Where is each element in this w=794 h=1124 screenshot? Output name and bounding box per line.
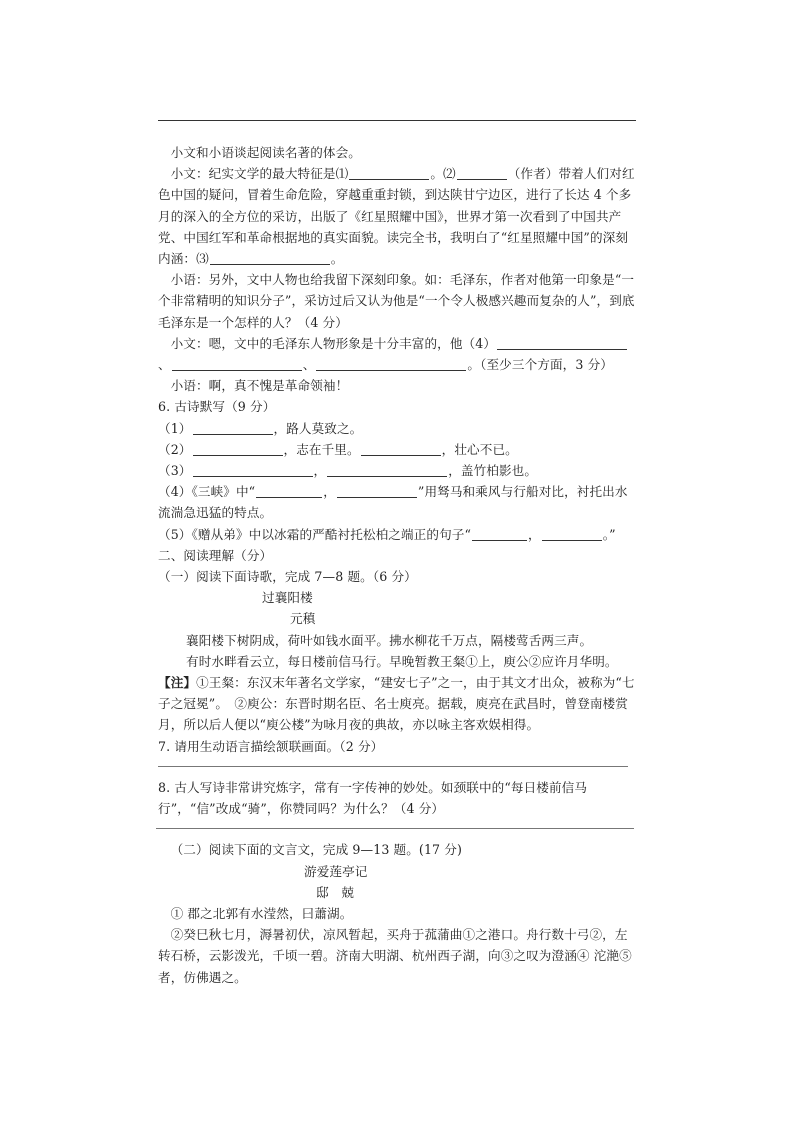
text-segment: ， <box>528 526 541 542</box>
note-label: 【注】 <box>158 675 197 691</box>
essay-title: 游爱莲亭记 <box>304 863 368 879</box>
content <box>158 142 636 988</box>
text-segment: 、 <box>302 357 316 373</box>
xiaowen-paragraph-2 <box>158 333 636 375</box>
poem-note <box>158 672 636 736</box>
poem-title: 过襄阳楼 <box>262 590 313 606</box>
q6-line-2 <box>158 439 636 460</box>
poem-blank[interactable] <box>193 441 283 456</box>
essay-paragraph-2: ②癸巳秋七月，溽暑初伏，凉风暂起，买舟于菰蒲曲①之港口。舟行数十弓②，左转石桥，云影泼光，千顷一碧。济南大明湖、杭州西子湖，向③之叹为澄涵④ 沱滟⑤者，仿佛遇之。 <box>158 927 632 985</box>
answer-line-q8[interactable] <box>156 828 634 829</box>
text-segment: ， <box>323 484 336 500</box>
xiaoyu-paragraph-1: 小语：另外，文中人物也给我留下深刻印象。如：毛泽东，作者对他第一印象是“一个非常精明的知识分子”，采访过后又认为他是“一个令人极感兴趣而复杂的人”，到底毛泽东是一个怎样的人？（4 分） <box>158 272 635 330</box>
q6-line-4 <box>158 481 636 523</box>
essay-author: 邸 兢 <box>316 884 355 900</box>
poem-blank[interactable] <box>542 526 602 541</box>
xiaowen-paragraph-1 <box>158 163 636 269</box>
q6-line-1 <box>158 418 636 439</box>
poem-blank[interactable] <box>193 462 313 477</box>
text-segment: 。 <box>330 251 344 267</box>
poem-blank[interactable] <box>256 483 322 498</box>
text-segment: （4）《三峡》中“ <box>158 484 256 500</box>
essay-paragraph-1: ① 郡之北郭有水滢然，曰蕭湖。 <box>170 905 353 921</box>
answer-blank-2[interactable] <box>457 165 507 180</box>
poem-author: 元稹 <box>290 611 316 627</box>
answer-line-q7[interactable] <box>158 766 628 767</box>
text-segment: （2） <box>158 441 192 457</box>
text-segment: ， <box>313 463 327 479</box>
section-2-title: 二、阅读理解（分） <box>158 547 273 563</box>
poem-blank[interactable] <box>193 420 273 435</box>
text-segment: （作者）带着人们对红色中国的疑问，冒着生命危险，穿越重重封锁，到达陕甘宁边区，进行了长达 4 个多月的深入的全方位的采访，出版了《红星照耀中国》，世界才第一次看到了中国共产党、中国红军和革命根据地的真实面貌。读完全书，我明白了“红星照耀中国”的深刻内涵：⑶ <box>158 166 635 267</box>
poem-blank[interactable] <box>327 462 447 477</box>
text-segment: 。（至少三个方面，3 分） <box>467 357 613 373</box>
note-text: ①王粲：东汉末年著名文学家，“建安七子”之一，由于其文才出众，被称为“七子之冠冕”。 ②庾公：东晋时期名臣、名士庾亮。据载，庾亮在武昌时，曾登南楼赏月，所以后人便以“庾公楼”为咏月夜的典故，亦以咏主客欢娱相得。 <box>158 675 635 733</box>
q6-line-5 <box>158 524 636 545</box>
part-1-header: （一）阅读下面诗歌，完成 7—8 题。（6 分） <box>158 569 417 585</box>
intro-text: 小文和小语谈起阅读名著的体会。 <box>170 145 361 160</box>
poem-blank[interactable] <box>337 483 417 498</box>
answer-blank-3[interactable] <box>210 250 330 265</box>
poem-blank[interactable] <box>361 441 441 456</box>
poem-line-1: 襄阳楼下树阴成，荷叶如钱水面平。拂水柳花千万点，隔楼莺舌两三声。 <box>186 632 593 648</box>
q6-line-3 <box>158 460 636 481</box>
text-segment: ”用驽马和乘风与行船对比，衬托出水流湍急迅猛的特点。 <box>158 484 628 521</box>
text-segment: （5）《赠从弟》中以冰霜的严酷衬托松柏之端正的句子“ <box>158 526 472 542</box>
text-segment: ，志在千里。 <box>283 441 360 457</box>
answer-blank-4b[interactable] <box>172 356 302 371</box>
poem-blank[interactable] <box>472 526 527 541</box>
answer-blank-4a[interactable] <box>497 335 627 350</box>
question-8: 8. 古人写诗非常讲究炼字，常有一字传神的妙处。如颈联中的“每日楼前信马行”，“信”改成“骑”，你赞同吗？为什么？（4 分） <box>158 779 588 817</box>
q6-title: 6. 古诗默写（9 分） <box>158 399 276 415</box>
text-segment: 。” <box>602 526 616 542</box>
text-segment: 小文：纪实文学的最大特征是⑴ <box>170 166 349 182</box>
text-segment: ，壮心不已。 <box>441 441 518 457</box>
question-7: 7. 请用生动语言描绘颔联画面。（2 分） <box>158 738 384 754</box>
top-rule <box>158 120 636 121</box>
text-segment: ，盖竹柏影也。 <box>448 463 538 479</box>
text-segment: （3） <box>158 463 192 479</box>
xiaoyu-paragraph-2: 小语：啊，真不愧是革命领袖！ <box>170 378 349 394</box>
poem-line-2: 有时水畔看云立，每日楼前信马行。早晚暂教王粲①上，庾公②应许月华明。 <box>186 653 618 669</box>
answer-blank-1[interactable] <box>349 165 429 180</box>
text-segment: ，路人莫致之。 <box>273 420 363 436</box>
text-segment: （1） <box>158 420 192 436</box>
part-2-header: （二）阅读下面的文言文，完成 9—13 题。(17 分) <box>170 842 462 858</box>
text-segment: 、 <box>158 357 171 373</box>
text-segment: 。⑵ <box>430 166 456 182</box>
answer-blank-4c[interactable] <box>316 356 466 371</box>
text-segment: 小文：嗯，文中的毛泽东人物形象是十分丰富的，他（4） <box>170 335 497 351</box>
